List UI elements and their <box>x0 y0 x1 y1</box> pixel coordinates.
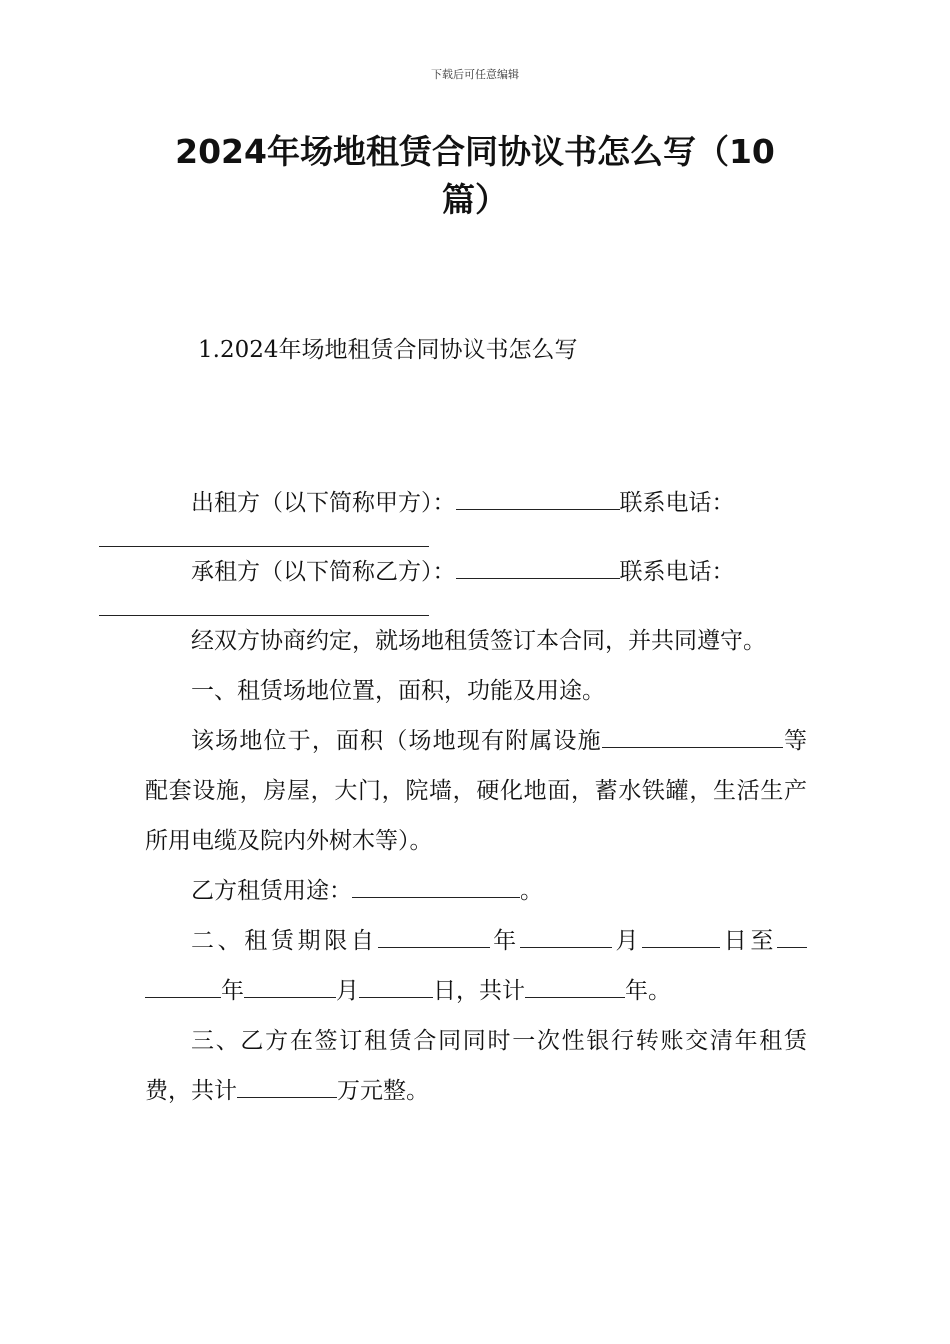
facilities-blank-b <box>772 723 783 748</box>
start-month-blank <box>520 923 612 948</box>
end-month-label: 月 <box>336 978 359 1004</box>
clause-1-paragraph <box>145 716 807 866</box>
clause-3-text: 三、乙方在签订租赁合同同时一次性银行转账交清年租赁费，共计 <box>145 1028 807 1104</box>
start-month-label: 月 <box>611 928 643 954</box>
lessee-label: 承租方（以下简称乙方）： <box>191 559 456 585</box>
rent-amount-blank <box>237 1073 337 1098</box>
section-heading: 1.2024年场地租赁合同协议书怎么写 <box>198 337 578 363</box>
start-year-blank <box>378 923 490 948</box>
total-years-blank <box>525 973 625 998</box>
end-day-label: 日，共计 <box>433 978 525 1004</box>
lessor-phone-blank <box>99 528 429 547</box>
clause-3-paragraph <box>145 1016 807 1116</box>
lessor-name-blank <box>456 485 620 510</box>
facilities-blank-a <box>602 723 772 748</box>
header-note: 下载后可任意编辑 <box>431 68 519 81</box>
clause-1-text-a: 该场地位于，面积（场地现有附属设施 <box>191 728 602 754</box>
document-title-line-1: 2024年场地租赁合同协议书怎么写（10 <box>175 132 775 171</box>
start-day-label: 日至 <box>720 928 778 954</box>
lessee-phone-label: 联系电话： <box>619 559 735 585</box>
usage-label: 乙方租赁用途： <box>191 878 352 904</box>
clause-2-paragraph <box>145 916 807 1016</box>
end-year-blank-b <box>145 973 221 998</box>
clause-1-title: 一、租赁场地位置，面积，功能及用途。 <box>191 678 605 704</box>
lessor-phone-label: 联系电话： <box>619 490 735 516</box>
intro-paragraph: 经双方协商约定，就场地租赁签订本合同，并共同遵守。 <box>191 628 766 654</box>
usage-blank <box>352 873 520 898</box>
clause-2-text: 二、租赁期限自 <box>191 928 378 954</box>
start-year-label: 年 <box>489 928 520 954</box>
lessee-name-blank <box>456 554 620 579</box>
clause-3-unit: 万元整。 <box>337 1078 429 1104</box>
lessor-line <box>145 478 807 547</box>
document-title <box>150 128 800 224</box>
start-day-blank <box>642 923 720 948</box>
end-year-blank-a <box>777 923 807 948</box>
lessee-line <box>145 547 807 616</box>
end-month-blank <box>244 973 336 998</box>
usage-line <box>145 866 807 916</box>
end-day-blank <box>359 973 433 998</box>
document-title-line-2: 篇） <box>442 180 508 219</box>
lessor-label: 出租方（以下简称甲方）： <box>191 490 456 516</box>
contract-body <box>145 478 807 1116</box>
clause-1-text-b: 等配套设施，房屋，大门，院墙，硬化地面，蓄水铁罐，生活生产所用电缆及院内外树木等）。 <box>145 728 808 854</box>
total-years-label: 年。 <box>625 978 671 1004</box>
lessee-phone-blank <box>99 597 429 616</box>
usage-end: 。 <box>520 878 543 904</box>
end-year-label: 年 <box>221 978 244 1004</box>
